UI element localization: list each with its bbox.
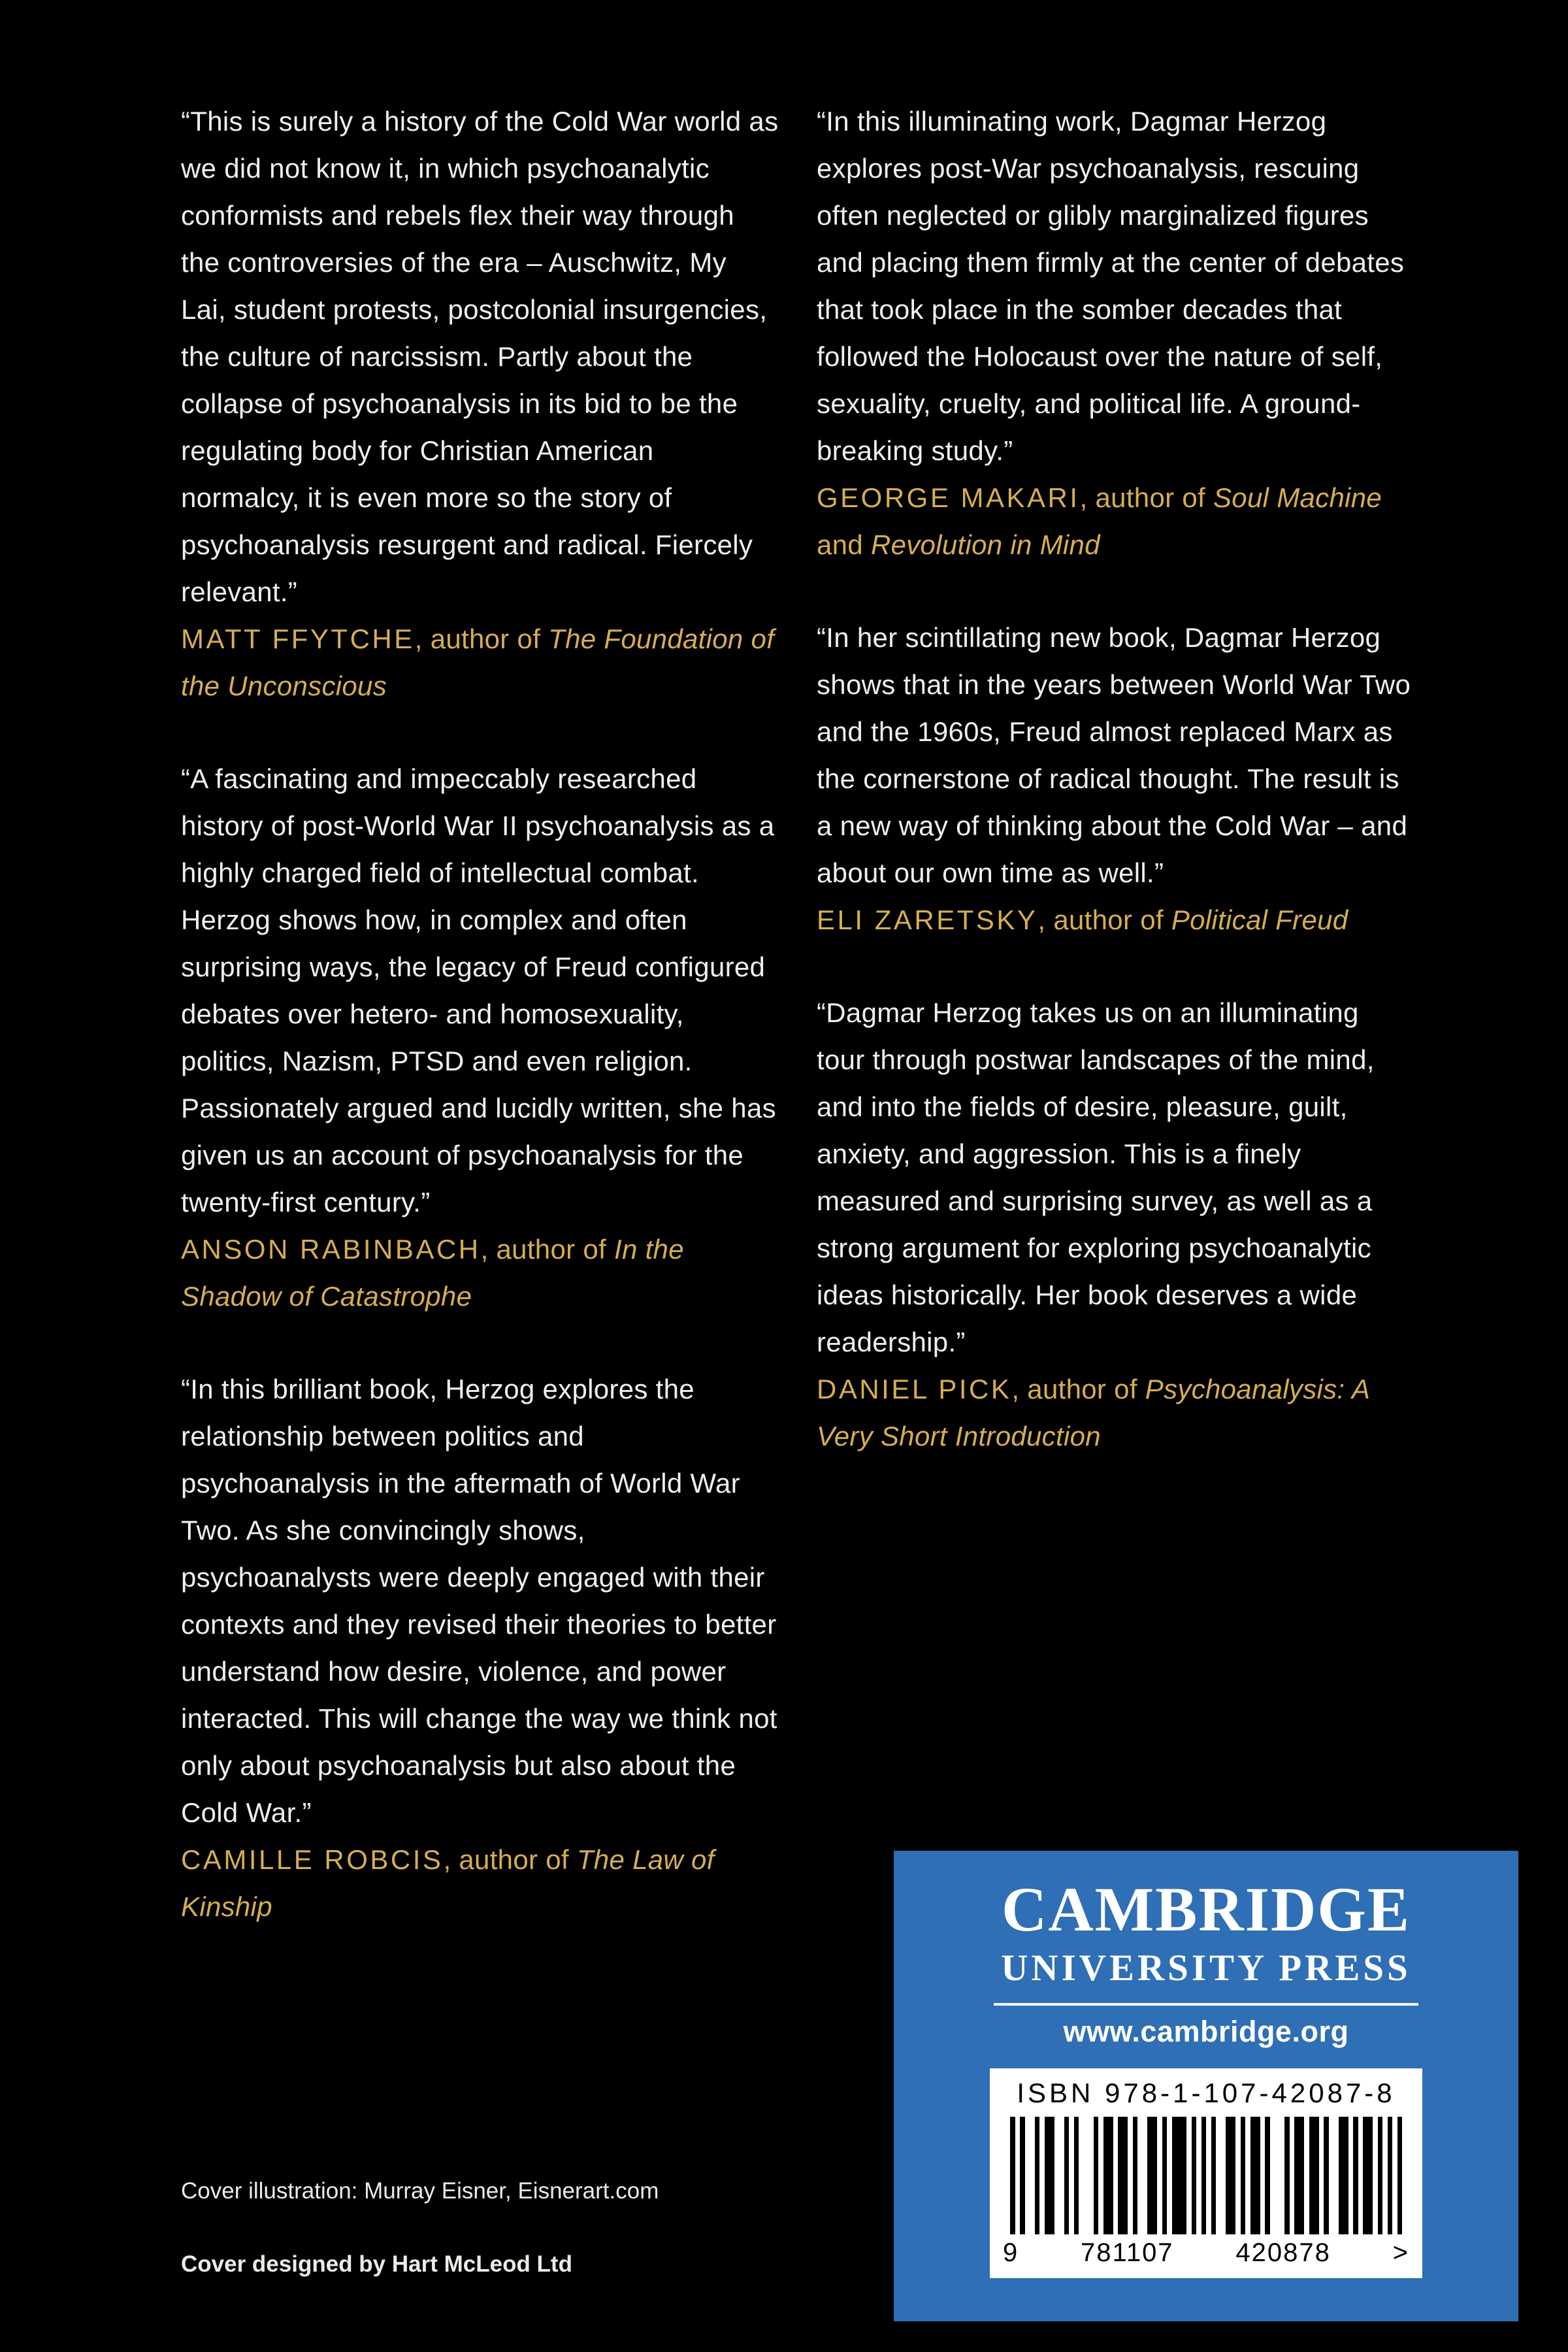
barcode-bar <box>1186 2117 1192 2234</box>
barcode-bar <box>1133 2117 1138 2234</box>
barcode-bar <box>1348 2117 1354 2234</box>
barcode-bar <box>1397 2117 1403 2234</box>
blurb-quote: “In this illuminating work, Dagmar Herzog explores post-War psychoanalysis, rescuing often neglected or glibly marginalized figures and placing them firmly at the center of debates that took place in the somber decades that followed the Holocaust over the nature of self, sexuality, cruelty, and political life. A ground-breaking study.” <box>817 106 1405 466</box>
barcode-bar <box>1339 2117 1348 2234</box>
blurb-attribution <box>817 1374 1369 1451</box>
blurb-quote: “In her scintillating new book, Dagmar Herzog shows that in the years between World War Two and the 1960s, Freud almost replaced Marx as the cornerstone of radical thought. The result is a new way of thinking about the Cold War – and about our own time as well.” <box>817 622 1411 888</box>
barcode-bar <box>1010 2117 1015 2234</box>
attribution-text: , author of <box>414 623 549 654</box>
reviewer-name: DANIEL PICK <box>817 1374 1012 1404</box>
barcode-bar <box>1069 2117 1074 2234</box>
blurb-attribution <box>181 623 774 701</box>
barcode-digit-group: 781107 <box>1081 2238 1174 2268</box>
barcode-bar <box>1353 2117 1358 2234</box>
publisher-subname: UNIVERSITY PRESS <box>1001 1947 1411 1989</box>
barcode-bar <box>1250 2117 1260 2234</box>
book-title: Psychoanalysis: A Very Short Introduction <box>817 1374 1369 1451</box>
attribution-text: , author of <box>443 1844 577 1875</box>
blurb-attribution <box>817 482 1382 560</box>
cover-design-credit: Cover designed by Hart McLeod Ltd <box>181 2251 572 2277</box>
barcode-bar <box>1388 2117 1393 2234</box>
barcode-bar <box>1245 2117 1250 2234</box>
barcode-bar <box>1039 2117 1045 2234</box>
publisher-block <box>894 1851 1518 2321</box>
blurb <box>817 989 1414 1460</box>
isbn-label: ISBN 978-1-107-42087-8 <box>1017 2078 1396 2109</box>
barcode-bar <box>1241 2117 1246 2234</box>
barcode-bar <box>1118 2117 1128 2234</box>
barcode-bar <box>1392 2117 1397 2234</box>
book-title: Revolution in Mind <box>870 529 1100 560</box>
barcode-bar <box>1167 2117 1172 2234</box>
book-title: The Law of Kinship <box>181 1844 715 1922</box>
barcode-bar <box>1260 2117 1266 2234</box>
barcode-bar <box>1284 2117 1290 2234</box>
barcode-bar <box>1079 2117 1094 2234</box>
book-title: In the Shadow of Catastrophe <box>181 1234 684 1312</box>
attribution-text: and <box>817 529 871 560</box>
blurb-quote: “This is surely a history of the Cold War world as we did not know it, in which psychoanalytic conformists and rebels flex their way through the controversies of the era – Auschwitz, My Lai, student protests, postcolonial insurgencies, the culture of narcissism. Partly about the collapse of psychoanalysis in its bid to be the regulating body for Christian American normalcy, it is even more so the story of psychoanalysis resurgent and radical. Fiercely relevant.” <box>181 106 779 607</box>
barcode-bar <box>1103 2117 1113 2234</box>
barcode-bar <box>1329 2117 1339 2234</box>
isbn-panel <box>990 2068 1422 2278</box>
blurb-column-left <box>181 98 779 1976</box>
barcode-bar <box>1211 2117 1217 2234</box>
book-title: The Foundation of the Unconscious <box>181 623 775 701</box>
barcode-bar <box>1020 2117 1025 2234</box>
barcode-bar <box>1319 2117 1324 2234</box>
barcode-bar <box>1294 2117 1304 2234</box>
barcode-digits <box>1000 2238 1412 2268</box>
blurb <box>181 98 779 710</box>
barcode-bar <box>1098 2117 1103 2234</box>
barcode-bar <box>1378 2117 1383 2234</box>
barcode-bar <box>1074 2117 1079 2234</box>
barcode-bar <box>1373 2117 1378 2234</box>
attribution-text: , author of <box>1037 904 1171 935</box>
barcode-bar <box>1309 2117 1319 2234</box>
barcode <box>1010 2117 1402 2234</box>
blurb <box>817 98 1414 569</box>
barcode-bar <box>1064 2117 1070 2234</box>
barcode-bar <box>1192 2117 1197 2234</box>
publisher-name: CAMBRIDGE <box>1001 1874 1411 1944</box>
cover-illustration-credit: Cover illustration: Murray Eisner, Eisnerart.com <box>181 2178 659 2204</box>
blurb <box>181 755 779 1320</box>
barcode-bar <box>1172 2117 1187 2234</box>
barcode-bar <box>1162 2117 1168 2234</box>
publisher-url: www.cambridge.org <box>1063 2015 1349 2049</box>
blurb-column-right <box>817 98 1414 1506</box>
barcode-bar <box>1304 2117 1309 2234</box>
reviewer-name: ELI ZARETSKY <box>817 904 1038 935</box>
barcode-bar <box>1382 2117 1388 2234</box>
barcode-bar <box>1054 2117 1064 2234</box>
attribution-text: , author of <box>1079 482 1213 513</box>
blurb-quote: “Dagmar Herzog takes us on an illuminating tour through postwar landscapes of the mind, and into the fields of desire, pleasure, guilt, anxiety, and aggression. This is a finely measured and surprising survey, as well as a strong argument for exploring psychoanalytic ideas historically. Her book deserves a wide readership.” <box>817 997 1375 1357</box>
barcode-bar <box>1196 2117 1201 2234</box>
barcode-bar <box>1045 2117 1054 2234</box>
reviewer-name: MATT FFYTCHE <box>181 623 415 654</box>
book-title: Soul Machine <box>1213 482 1382 513</box>
attribution-text: , author of <box>1011 1374 1145 1404</box>
barcode-bar <box>1216 2117 1226 2234</box>
barcode-bar <box>1206 2117 1211 2234</box>
blurb-quote: “A fascinating and impeccably researched history of post-World War II psychoanalysis as a highly charged field of intellectual combat. Herzog shows how, in complex and often surprising ways, the legacy of Freud configured debates over hetero- and homosexuality, politics, Nazism, PTSD and even religion. Passionately argued and lucidly written, she has given us an account of psychoanalysis for the twenty-first century.” <box>181 763 776 1217</box>
reviewer-name: GEORGE MAKARI <box>817 482 1080 513</box>
divider <box>994 2003 1418 2006</box>
barcode-bar <box>1113 2117 1119 2234</box>
barcode-bar <box>1226 2117 1235 2234</box>
barcode-bar <box>1358 2117 1364 2234</box>
barcode-bar <box>1201 2117 1207 2234</box>
barcode-bar <box>1290 2117 1295 2234</box>
barcode-bar <box>1265 2117 1270 2234</box>
barcode-bar <box>1235 2117 1241 2234</box>
book-title: Political Freud <box>1171 904 1348 935</box>
barcode-bar <box>1157 2117 1162 2234</box>
barcode-bar <box>1025 2117 1035 2234</box>
barcode-bar <box>1015 2117 1021 2234</box>
barcode-arrow: > <box>1392 2238 1409 2268</box>
blurb <box>817 614 1414 944</box>
reviewer-name: ANSON RABINBACH <box>181 1234 481 1265</box>
blurb-attribution <box>181 1234 684 1312</box>
barcode-digit-group: 420878 <box>1235 2238 1331 2268</box>
blurb-quote: “In this brilliant book, Herzog explores the relationship between politics and psychoanalysis in the aftermath of World War Two. As she convincingly shows, psychoanalysts were deeply engaged with their contexts and they revised their theories to better understand how desire, violence, and power interacted. This will change the way we think not only about psychoanalysis but also about the Cold War.” <box>181 1374 777 1828</box>
barcode-bar <box>1094 2117 1099 2234</box>
attribution-text: , author of <box>480 1234 614 1265</box>
blurb-attribution <box>181 1844 715 1922</box>
barcode-bar <box>1324 2117 1329 2234</box>
barcode-bar <box>1137 2117 1147 2234</box>
credits <box>181 2178 659 2278</box>
barcode-bar <box>1270 2117 1285 2234</box>
barcode-bar <box>1363 2117 1373 2234</box>
barcode-digit-group: 9 <box>1003 2238 1019 2268</box>
blurb <box>181 1366 779 1930</box>
barcode-bar <box>1128 2117 1133 2234</box>
barcode-bar <box>1035 2117 1040 2234</box>
reviewer-name: CAMILLE ROBCIS <box>181 1844 444 1875</box>
barcode-bar <box>1147 2117 1157 2234</box>
blurb-attribution <box>817 904 1348 935</box>
